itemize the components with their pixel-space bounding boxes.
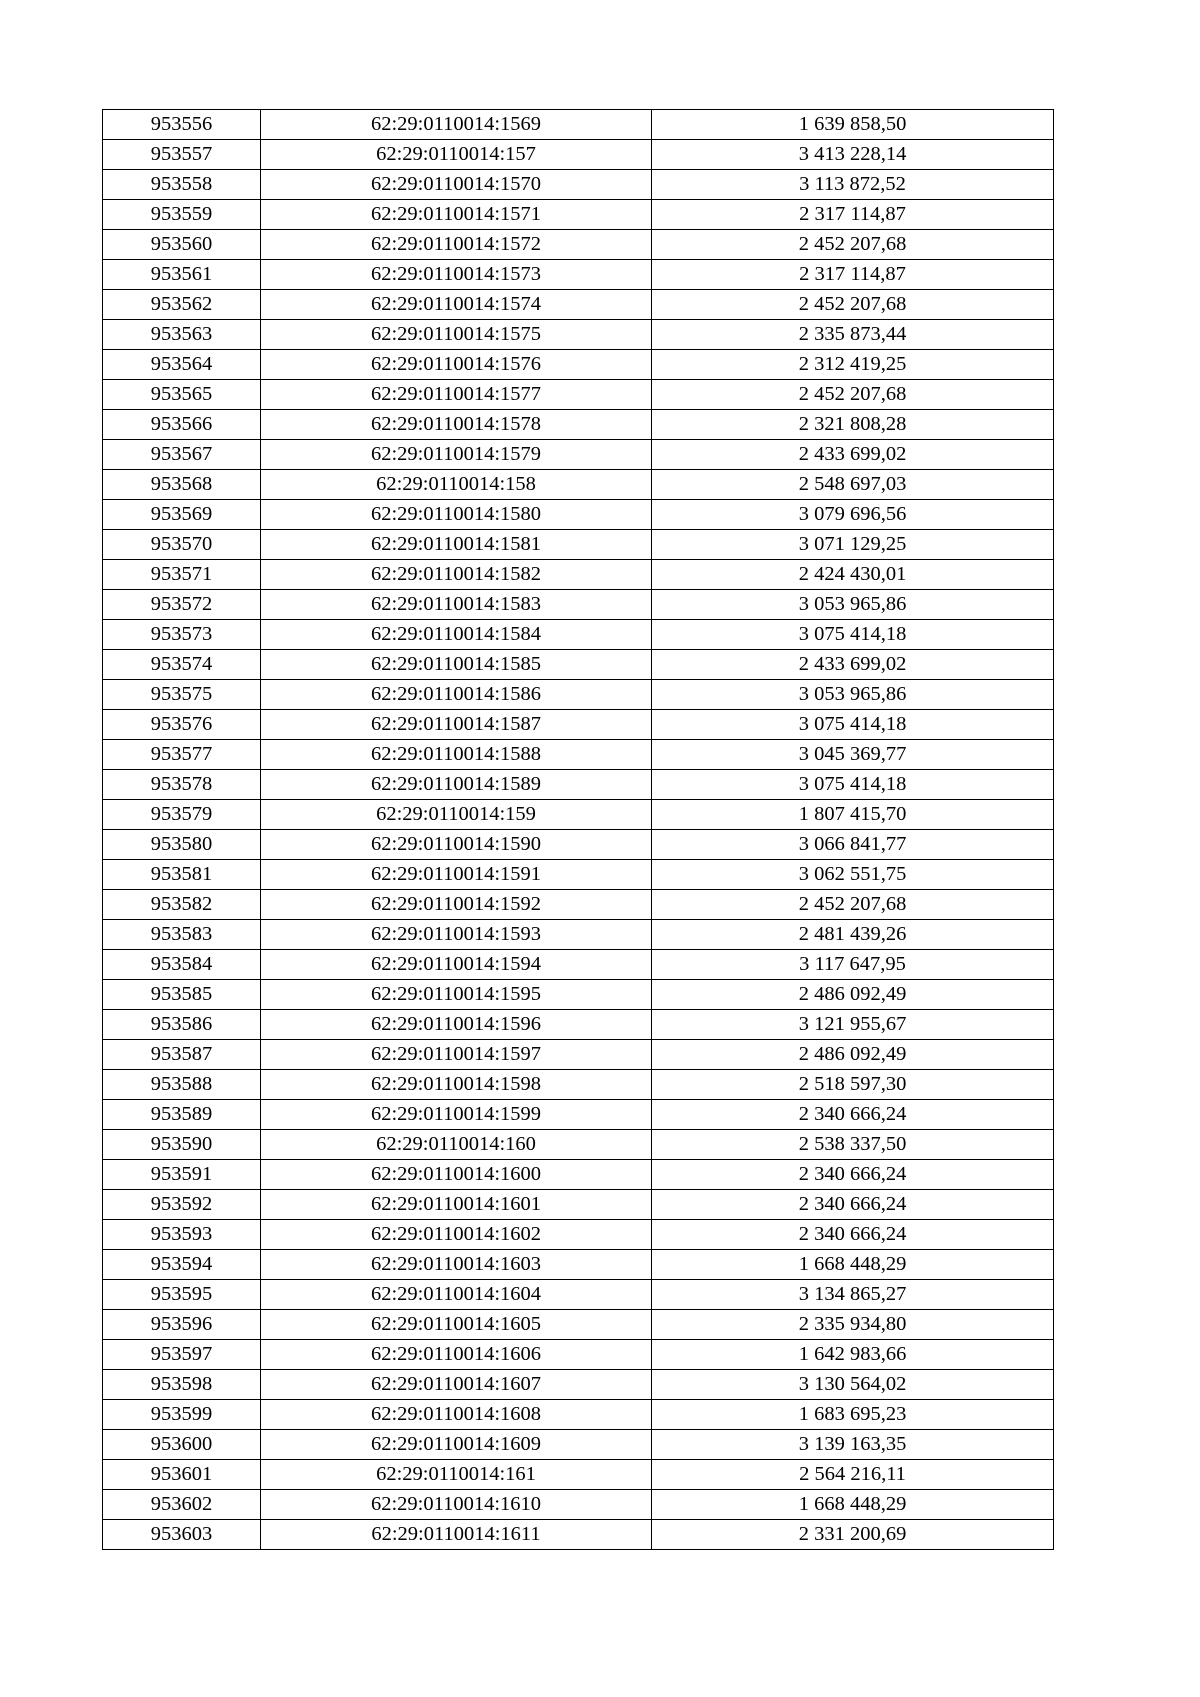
cadastral-number-cell: 62:29:0110014:1589 xyxy=(261,770,652,800)
cadastral-value-cell: 2 452 207,68 xyxy=(652,290,1054,320)
cadastral-number-cell: 62:29:0110014:1570 xyxy=(261,170,652,200)
table-row xyxy=(103,650,1054,680)
table-row xyxy=(103,860,1054,890)
cadastral-number-cell: 62:29:0110014:1574 xyxy=(261,290,652,320)
table-row xyxy=(103,1340,1054,1370)
cadastral-number-cell: 62:29:0110014:1606 xyxy=(261,1340,652,1370)
row-number-cell: 953588 xyxy=(103,1070,261,1100)
row-number-cell: 953568 xyxy=(103,470,261,500)
cadastral-value-cell: 3 139 163,35 xyxy=(652,1430,1054,1460)
cadastral-number-cell: 62:29:0110014:161 xyxy=(261,1460,652,1490)
table-row xyxy=(103,740,1054,770)
row-number-cell: 953558 xyxy=(103,170,261,200)
cadastral-value-cell: 3 053 965,86 xyxy=(652,680,1054,710)
table-row xyxy=(103,620,1054,650)
table-row xyxy=(103,1460,1054,1490)
cadastral-value-cell: 2 331 200,69 xyxy=(652,1520,1054,1550)
cadastral-number-cell: 62:29:0110014:1571 xyxy=(261,200,652,230)
cadastral-number-cell: 62:29:0110014:1569 xyxy=(261,110,652,140)
table-row xyxy=(103,590,1054,620)
table-row xyxy=(103,110,1054,140)
cadastral-value-cell: 3 134 865,27 xyxy=(652,1280,1054,1310)
row-number-cell: 953581 xyxy=(103,860,261,890)
row-number-cell: 953589 xyxy=(103,1100,261,1130)
table-row xyxy=(103,1250,1054,1280)
row-number-cell: 953602 xyxy=(103,1490,261,1520)
cadastral-number-cell: 62:29:0110014:1595 xyxy=(261,980,652,1010)
table-row xyxy=(103,680,1054,710)
cadastral-value-cell: 2 340 666,24 xyxy=(652,1100,1054,1130)
row-number-cell: 953593 xyxy=(103,1220,261,1250)
row-number-cell: 953573 xyxy=(103,620,261,650)
row-number-cell: 953577 xyxy=(103,740,261,770)
cadastral-value-cell: 2 340 666,24 xyxy=(652,1160,1054,1190)
row-number-cell: 953594 xyxy=(103,1250,261,1280)
cadastral-value-cell: 2 452 207,68 xyxy=(652,230,1054,260)
cadastral-value-cell: 3 066 841,77 xyxy=(652,830,1054,860)
cadastral-value-cell: 1 668 448,29 xyxy=(652,1490,1054,1520)
cadastral-number-cell: 62:29:0110014:1575 xyxy=(261,320,652,350)
cadastral-value-cell: 2 321 808,28 xyxy=(652,410,1054,440)
registry-table-body xyxy=(103,110,1054,1550)
cadastral-value-cell: 2 433 699,02 xyxy=(652,650,1054,680)
row-number-cell: 953574 xyxy=(103,650,261,680)
row-number-cell: 953579 xyxy=(103,800,261,830)
cadastral-value-cell: 3 053 965,86 xyxy=(652,590,1054,620)
cadastral-number-cell: 62:29:0110014:1585 xyxy=(261,650,652,680)
cadastral-number-cell: 62:29:0110014:1603 xyxy=(261,1250,652,1280)
cadastral-number-cell: 62:29:0110014:1587 xyxy=(261,710,652,740)
cadastral-number-cell: 62:29:0110014:1610 xyxy=(261,1490,652,1520)
row-number-cell: 953590 xyxy=(103,1130,261,1160)
cadastral-number-cell: 62:29:0110014:157 xyxy=(261,140,652,170)
row-number-cell: 953595 xyxy=(103,1280,261,1310)
row-number-cell: 953569 xyxy=(103,500,261,530)
table-row xyxy=(103,710,1054,740)
row-number-cell: 953570 xyxy=(103,530,261,560)
cadastral-number-cell: 62:29:0110014:1598 xyxy=(261,1070,652,1100)
row-number-cell: 953561 xyxy=(103,260,261,290)
cadastral-number-cell: 62:29:0110014:1607 xyxy=(261,1370,652,1400)
table-row xyxy=(103,1490,1054,1520)
cadastral-value-cell: 2 452 207,68 xyxy=(652,380,1054,410)
table-row xyxy=(103,530,1054,560)
cadastral-value-cell: 2 486 092,49 xyxy=(652,980,1054,1010)
table-row xyxy=(103,560,1054,590)
row-number-cell: 953575 xyxy=(103,680,261,710)
cadastral-value-cell: 3 130 564,02 xyxy=(652,1370,1054,1400)
table-row xyxy=(103,1040,1054,1070)
row-number-cell: 953559 xyxy=(103,200,261,230)
cadastral-number-cell: 62:29:0110014:1576 xyxy=(261,350,652,380)
table-row xyxy=(103,1070,1054,1100)
table-row xyxy=(103,950,1054,980)
cadastral-value-cell: 2 340 666,24 xyxy=(652,1190,1054,1220)
cadastral-value-cell: 3 075 414,18 xyxy=(652,620,1054,650)
cadastral-number-cell: 62:29:0110014:1605 xyxy=(261,1310,652,1340)
table-row xyxy=(103,1010,1054,1040)
table-row xyxy=(103,440,1054,470)
cadastral-value-cell: 2 433 699,02 xyxy=(652,440,1054,470)
cadastral-value-cell: 3 079 696,56 xyxy=(652,500,1054,530)
row-number-cell: 953591 xyxy=(103,1160,261,1190)
table-row xyxy=(103,470,1054,500)
table-row xyxy=(103,1520,1054,1550)
row-number-cell: 953585 xyxy=(103,980,261,1010)
cadastral-number-cell: 62:29:0110014:1597 xyxy=(261,1040,652,1070)
table-row xyxy=(103,920,1054,950)
table-row xyxy=(103,350,1054,380)
cadastral-number-cell: 62:29:0110014:1599 xyxy=(261,1100,652,1130)
cadastral-number-cell: 62:29:0110014:1611 xyxy=(261,1520,652,1550)
cadastral-number-cell: 62:29:0110014:1600 xyxy=(261,1160,652,1190)
cadastral-value-cell: 2 518 597,30 xyxy=(652,1070,1054,1100)
table-row xyxy=(103,200,1054,230)
row-number-cell: 953557 xyxy=(103,140,261,170)
row-number-cell: 953560 xyxy=(103,230,261,260)
cadastral-value-cell: 1 683 695,23 xyxy=(652,1400,1054,1430)
row-number-cell: 953567 xyxy=(103,440,261,470)
registry-table xyxy=(102,109,1054,1550)
row-number-cell: 953562 xyxy=(103,290,261,320)
table-row xyxy=(103,1370,1054,1400)
cadastral-number-cell: 62:29:0110014:1604 xyxy=(261,1280,652,1310)
cadastral-number-cell: 62:29:0110014:1609 xyxy=(261,1430,652,1460)
table-row xyxy=(103,1190,1054,1220)
table-row xyxy=(103,1220,1054,1250)
cadastral-number-cell: 62:29:0110014:159 xyxy=(261,800,652,830)
cadastral-number-cell: 62:29:0110014:1584 xyxy=(261,620,652,650)
row-number-cell: 953599 xyxy=(103,1400,261,1430)
table-row xyxy=(103,500,1054,530)
table-row xyxy=(103,890,1054,920)
row-number-cell: 953578 xyxy=(103,770,261,800)
row-number-cell: 953566 xyxy=(103,410,261,440)
cadastral-value-cell: 2 335 934,80 xyxy=(652,1310,1054,1340)
cadastral-number-cell: 62:29:0110014:1588 xyxy=(261,740,652,770)
table-row xyxy=(103,320,1054,350)
cadastral-value-cell: 3 121 955,67 xyxy=(652,1010,1054,1040)
cadastral-number-cell: 62:29:0110014:1608 xyxy=(261,1400,652,1430)
cadastral-value-cell: 2 486 092,49 xyxy=(652,1040,1054,1070)
row-number-cell: 953580 xyxy=(103,830,261,860)
row-number-cell: 953584 xyxy=(103,950,261,980)
cadastral-number-cell: 62:29:0110014:1583 xyxy=(261,590,652,620)
cadastral-number-cell: 62:29:0110014:1573 xyxy=(261,260,652,290)
table-row xyxy=(103,260,1054,290)
cadastral-value-cell: 2 424 430,01 xyxy=(652,560,1054,590)
cadastral-value-cell: 3 045 369,77 xyxy=(652,740,1054,770)
cadastral-value-cell: 3 062 551,75 xyxy=(652,860,1054,890)
table-row xyxy=(103,1400,1054,1430)
row-number-cell: 953564 xyxy=(103,350,261,380)
cadastral-value-cell: 2 538 337,50 xyxy=(652,1130,1054,1160)
table-row xyxy=(103,170,1054,200)
cadastral-value-cell: 3 075 414,18 xyxy=(652,710,1054,740)
cadastral-value-cell: 2 317 114,87 xyxy=(652,260,1054,290)
table-row xyxy=(103,1130,1054,1160)
cadastral-number-cell: 62:29:0110014:1596 xyxy=(261,1010,652,1040)
row-number-cell: 953571 xyxy=(103,560,261,590)
cadastral-value-cell: 1 642 983,66 xyxy=(652,1340,1054,1370)
cadastral-number-cell: 62:29:0110014:1601 xyxy=(261,1190,652,1220)
table-row xyxy=(103,230,1054,260)
cadastral-number-cell: 62:29:0110014:1582 xyxy=(261,560,652,590)
table-row xyxy=(103,410,1054,440)
row-number-cell: 953582 xyxy=(103,890,261,920)
row-number-cell: 953601 xyxy=(103,1460,261,1490)
cadastral-number-cell: 62:29:0110014:1590 xyxy=(261,830,652,860)
table-row xyxy=(103,1310,1054,1340)
row-number-cell: 953576 xyxy=(103,710,261,740)
cadastral-value-cell: 2 481 439,26 xyxy=(652,920,1054,950)
table-row xyxy=(103,800,1054,830)
table-row xyxy=(103,1160,1054,1190)
table-row xyxy=(103,140,1054,170)
cadastral-value-cell: 2 317 114,87 xyxy=(652,200,1054,230)
cadastral-value-cell: 3 413 228,14 xyxy=(652,140,1054,170)
row-number-cell: 953592 xyxy=(103,1190,261,1220)
cadastral-value-cell: 3 075 414,18 xyxy=(652,770,1054,800)
cadastral-value-cell: 2 548 697,03 xyxy=(652,470,1054,500)
cadastral-number-cell: 62:29:0110014:1586 xyxy=(261,680,652,710)
cadastral-value-cell: 2 452 207,68 xyxy=(652,890,1054,920)
cadastral-number-cell: 62:29:0110014:1577 xyxy=(261,380,652,410)
cadastral-number-cell: 62:29:0110014:160 xyxy=(261,1130,652,1160)
table-row xyxy=(103,380,1054,410)
row-number-cell: 953556 xyxy=(103,110,261,140)
row-number-cell: 953598 xyxy=(103,1370,261,1400)
table-row xyxy=(103,830,1054,860)
cadastral-value-cell: 3 113 872,52 xyxy=(652,170,1054,200)
cadastral-value-cell: 1 807 415,70 xyxy=(652,800,1054,830)
row-number-cell: 953583 xyxy=(103,920,261,950)
cadastral-number-cell: 62:29:0110014:1579 xyxy=(261,440,652,470)
table-row xyxy=(103,1100,1054,1130)
cadastral-value-cell: 1 668 448,29 xyxy=(652,1250,1054,1280)
cadastral-number-cell: 62:29:0110014:1594 xyxy=(261,950,652,980)
cadastral-number-cell: 62:29:0110014:1580 xyxy=(261,500,652,530)
cadastral-value-cell: 2 312 419,25 xyxy=(652,350,1054,380)
cadastral-number-cell: 62:29:0110014:1602 xyxy=(261,1220,652,1250)
cadastral-number-cell: 62:29:0110014:1578 xyxy=(261,410,652,440)
row-number-cell: 953563 xyxy=(103,320,261,350)
row-number-cell: 953572 xyxy=(103,590,261,620)
cadastral-value-cell: 2 564 216,11 xyxy=(652,1460,1054,1490)
cadastral-number-cell: 62:29:0110014:158 xyxy=(261,470,652,500)
cadastral-number-cell: 62:29:0110014:1591 xyxy=(261,860,652,890)
row-number-cell: 953586 xyxy=(103,1010,261,1040)
row-number-cell: 953603 xyxy=(103,1520,261,1550)
cadastral-number-cell: 62:29:0110014:1592 xyxy=(261,890,652,920)
cadastral-number-cell: 62:29:0110014:1572 xyxy=(261,230,652,260)
cadastral-value-cell: 2 340 666,24 xyxy=(652,1220,1054,1250)
cadastral-value-cell: 1 639 858,50 xyxy=(652,110,1054,140)
table-row xyxy=(103,290,1054,320)
table-row xyxy=(103,770,1054,800)
table-row xyxy=(103,980,1054,1010)
row-number-cell: 953587 xyxy=(103,1040,261,1070)
row-number-cell: 953565 xyxy=(103,380,261,410)
cadastral-value-cell: 3 117 647,95 xyxy=(652,950,1054,980)
cadastral-value-cell: 2 335 873,44 xyxy=(652,320,1054,350)
cadastral-number-cell: 62:29:0110014:1581 xyxy=(261,530,652,560)
cadastral-number-cell: 62:29:0110014:1593 xyxy=(261,920,652,950)
row-number-cell: 953600 xyxy=(103,1430,261,1460)
table-row xyxy=(103,1430,1054,1460)
row-number-cell: 953597 xyxy=(103,1340,261,1370)
cadastral-value-cell: 3 071 129,25 xyxy=(652,530,1054,560)
row-number-cell: 953596 xyxy=(103,1310,261,1340)
table-row xyxy=(103,1280,1054,1310)
